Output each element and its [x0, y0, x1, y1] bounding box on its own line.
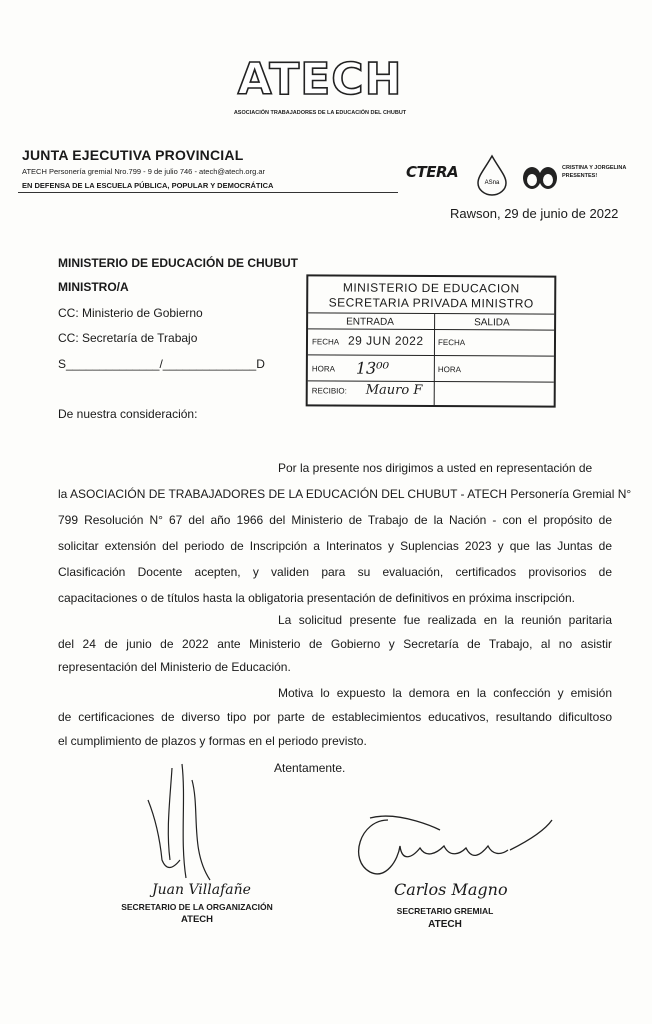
left-signature-icon [120, 760, 260, 890]
memorial-text: CRISTINA Y JORGELINA PRESENTES! [562, 165, 627, 179]
left-signer-org: ATECH [180, 914, 214, 925]
drop-logo-icon [474, 154, 510, 196]
logo-word: ATECH [237, 54, 403, 105]
svg-text:ASna: ASna [484, 180, 500, 186]
sd-line: S______________/______________D [58, 357, 265, 371]
stamp-line-2: SECRETARIA PRIVADA MINISTRO [328, 295, 534, 311]
stamp-entrada: ENTRADA [346, 316, 394, 328]
body-line: Clasificación Docente acepten, y validen para su evaluación, certificados provisorios de [58, 565, 612, 579]
ctera-logo: CTERA [406, 163, 459, 181]
body-line: Por la presente nos dirigimos a usted en representación de [278, 461, 593, 475]
right-signer-name: Carlos Magno [394, 880, 508, 899]
faces-logo-icon [520, 166, 560, 190]
stamp-recibio-value: Mauro F [365, 382, 423, 398]
right-signature-icon [340, 810, 560, 890]
left-signer-role: SECRETARIO DE LA ORGANIZACIÓN [121, 902, 273, 912]
right-signer-org: ATECH [428, 919, 462, 930]
body-line: el cumplimiento de plazos y formas en el periodo previsto. [58, 734, 367, 748]
stamp-fecha-label: FECHA [311, 337, 340, 347]
stamp-fecha-label-out: FECHA [437, 338, 466, 348]
closing: Atentamente. [274, 761, 346, 775]
right-signer-role: SECRETARIO GREMIAL [396, 906, 494, 916]
salutation: De nuestra consideración: [58, 407, 198, 421]
stamp-divider [308, 354, 554, 356]
stamp-fecha-value: 29 JUN 2022 [347, 333, 424, 348]
cc-line-1: CC: Ministerio de Gobierno [58, 306, 203, 320]
addressee-minister: MINISTRO/A [58, 280, 129, 294]
body-line: 799 Resolución N° 67 del año 1966 del Ministerio de Trabajo de la Nación - con el propósito de [58, 513, 612, 527]
stamp-hora-label-out: HORA [437, 365, 461, 375]
body-line: La solicitud presente fue realizada en la reunión paritaria [278, 613, 612, 627]
stamp-divider [434, 313, 435, 405]
body-line: Motiva lo expuesto la demora en la confección y emisión [278, 686, 612, 700]
letter-date: Rawson, 29 de junio de 2022 [450, 206, 619, 221]
header-rule [18, 192, 398, 193]
motto-line: EN DEFENSA DE LA ESCUELA PÚBLICA, POPULAR Y DEMOCRÁTICA [22, 181, 274, 190]
reception-stamp [306, 274, 557, 407]
body-line: la ASOCIACIÓN DE TRABAJADORES DE LA EDUCACIÓN DEL CHUBUT - ATECH Personería Gremial N° [58, 487, 632, 501]
body-line: representación del Ministerio de Educación. [58, 660, 291, 674]
stamp-recibio-label: RECIBIO: [311, 386, 347, 396]
body-line: del 24 de junio de 2022 ante Ministerio de Gobierno y Secretaría de Trabajo, al no asistir [58, 637, 612, 651]
cc-line-2: CC: Secretaría de Trabajo [58, 331, 198, 345]
left-signer-name: Juan Villafañe [152, 882, 251, 898]
stamp-hora-label: HORA [311, 364, 336, 374]
personeria-line: ATECH Personería gremial Nro.799 - 9 de julio 746 - atech@atech.org.ar [22, 167, 266, 176]
logo-subtitle: ASOCIACIÓN TRABAJADORES DE LA EDUCACIÓN DEL CHUBUT [233, 110, 407, 116]
atech-logo [230, 52, 410, 132]
body-line: capacitaciones o de títulos hasta la obligatoria presentación de definitivos en próxima inscripción. [58, 591, 575, 605]
body-line: solicitar extensión del periodo de Inscripción a Interinatos y Suplencias 2023 y que las Juntas de [58, 539, 612, 553]
addressee-ministry: MINISTERIO DE EDUCACIÓN DE CHUBUT [58, 256, 299, 270]
stamp-divider [308, 312, 554, 314]
stamp-divider [308, 380, 554, 382]
stamp-hora-value: 13⁰⁰ [355, 358, 390, 378]
stamp-line-1: MINISTERIO DE EDUCACION [342, 280, 520, 296]
header-title: JUNTA EJECUTIVA PROVINCIAL [22, 147, 244, 163]
body-line: de certificaciones de diverso tipo por parte de establecimientos educativos, resultando dificultoso [58, 710, 612, 724]
stamp-divider [308, 328, 554, 330]
stamp-salida: SALIDA [474, 317, 510, 329]
